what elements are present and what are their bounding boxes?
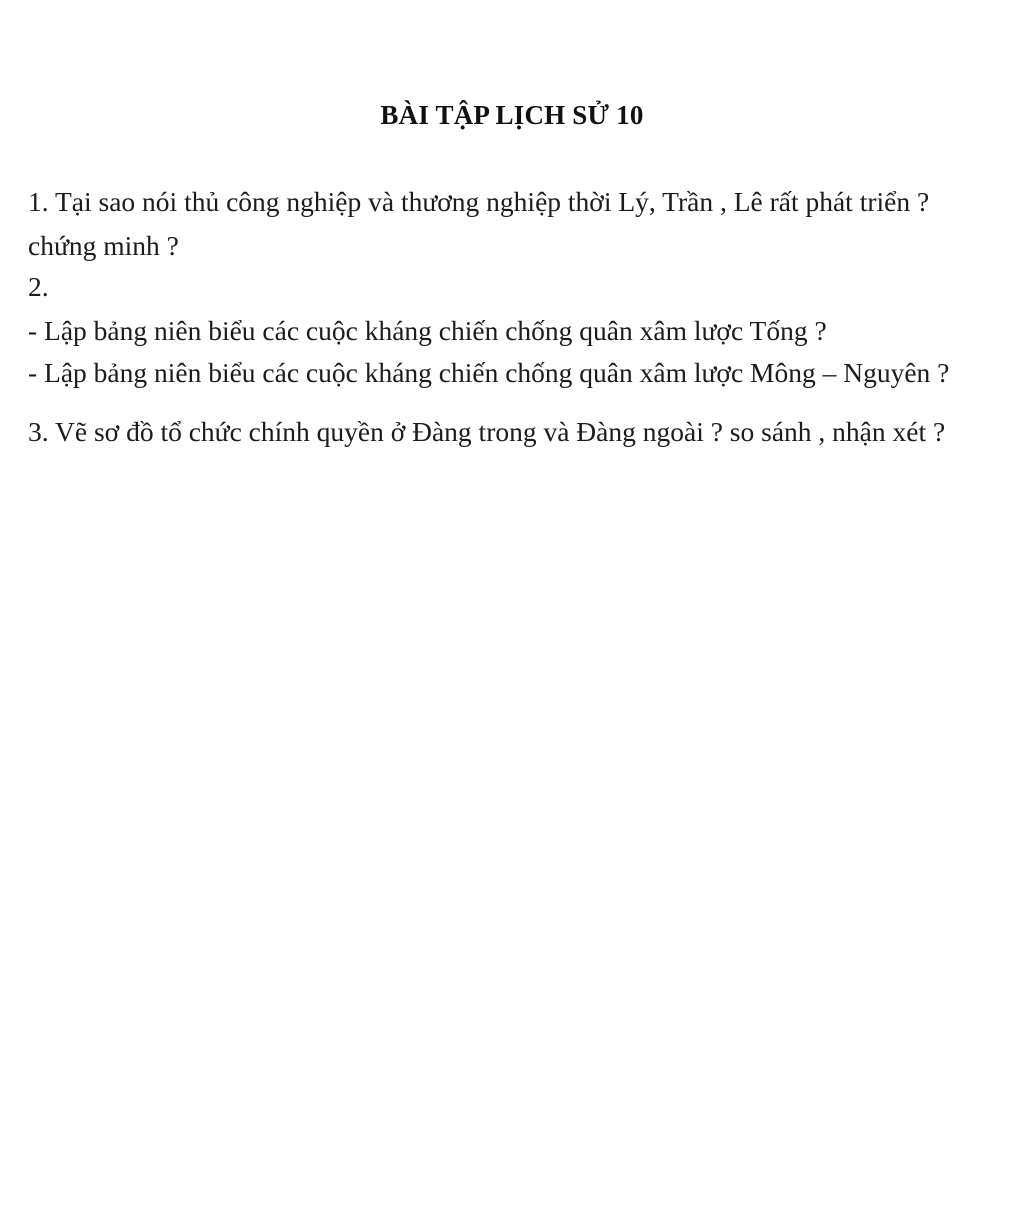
question-2-item-2: - Lập bảng niên biểu các cuộc kháng chiến chống quân xâm lược Mông – Nguyên ?	[28, 357, 950, 388]
question-1-line-1: 1. Tại sao nói thủ công nghiệp và thương nghiệp thời Lý, Trần , Lê rất phát triển ?	[28, 186, 930, 217]
question-3-line-1: 3. Vẽ sơ đồ tổ chức chính quyền ở Đàng trong và Đàng ngoài ? so sánh , nhận xét ?	[28, 416, 946, 447]
question-2-item-1: - Lập bảng niên biểu các cuộc kháng chiến chống quân xâm lược Tống ?	[28, 315, 827, 346]
question-1-line-2: chứng minh ?	[28, 230, 179, 261]
question-2-number: 2.	[28, 271, 49, 302]
page-title: BÀI TẬP LỊCH SỬ 10	[380, 100, 644, 130]
